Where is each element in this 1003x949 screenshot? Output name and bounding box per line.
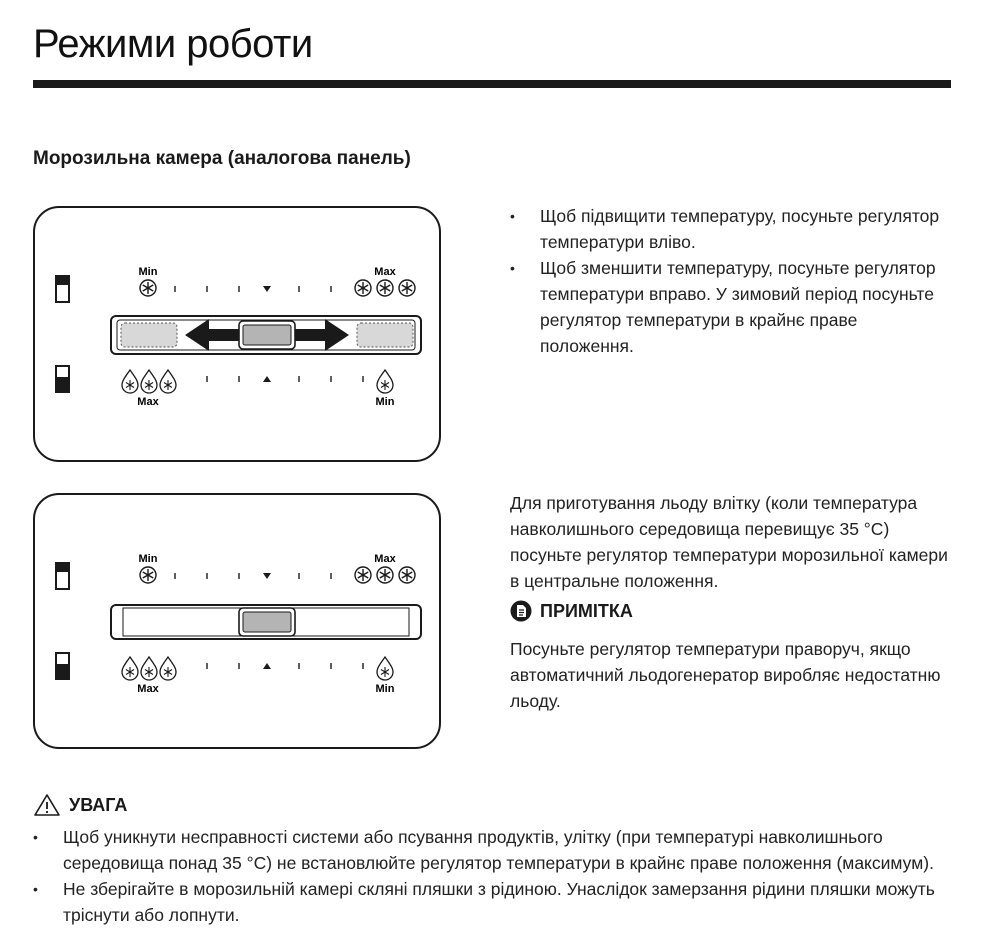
note-heading (510, 600, 633, 622)
bottom-center-marker (263, 663, 271, 669)
warning-heading (33, 793, 127, 817)
slider-ghost-left (121, 323, 177, 347)
list-item: • Не зберігайте в морозильній камері скляні пляшки з рідиною. Унаслідок замерзання рідини пляшки можуть тріснути або лопнути. (33, 876, 953, 928)
drop-icon (160, 370, 176, 393)
title-rule (33, 80, 951, 88)
bottom-min-label: Min (375, 396, 395, 408)
bottom-min-label: Min (375, 683, 395, 695)
section-heading: Морозильна камера (аналогова панель) (33, 148, 411, 169)
fridge-compartment-icon (56, 366, 69, 392)
note-heading-label: ПРИМІТКА (540, 600, 633, 621)
control-panel-center (33, 493, 441, 749)
snowflake-icon (355, 567, 371, 583)
snowflake-icon (399, 280, 415, 296)
top-scale-ticks (175, 286, 331, 292)
freezer-compartment-icon (56, 276, 69, 302)
bottom-scale-ticks (207, 376, 363, 382)
snowflake-icon (377, 567, 393, 583)
snowflake-icon (140, 567, 156, 583)
control-panel-diagram (35, 208, 443, 464)
top-scale-ticks (175, 573, 331, 579)
ice-instruction: Для приготування льоду влітку (коли температура навколишнього середовища перевищує 35 °C) посуньте регулятор температури морозильної камери в центральне положення. (510, 493, 948, 591)
slider-ghost-right (357, 323, 413, 347)
bottom-scale-ticks (207, 663, 363, 669)
top-center-marker (263, 573, 271, 579)
top-min-label: Min (138, 266, 158, 278)
temperature-slider-knob[interactable] (239, 608, 295, 636)
snowflake-icon (355, 280, 371, 296)
drop-icon (377, 370, 393, 393)
temperature-slider-knob[interactable] (239, 321, 295, 349)
list-item: • Щоб уникнути несправності системи або псування продуктів, улітку (при температурі навколишнього середовища понад 35 °C) не встановлюйте регулятор температури в крайнє праве положення (максимум). (33, 824, 953, 876)
bottom-max-label: Max (137, 396, 159, 408)
warning-heading-label: УВАГА (69, 794, 128, 815)
note-text: Посуньте регулятор температури праворуч, якщо автоматичний льодогенератор виробляє недостатню льоду. (510, 639, 941, 711)
top-center-marker (263, 286, 271, 292)
list-item: • Щоб зменшити температуру, посуньте регулятор температури вправо. У зимовий період посуньте регулятор температури в крайнє праве положення. (510, 255, 955, 359)
warning-list (33, 824, 953, 928)
drop-icon (122, 370, 138, 393)
drop-icon (377, 657, 393, 680)
fridge-compartment-icon (56, 653, 69, 679)
note-icon (510, 600, 532, 622)
bottom-max-label: Max (137, 683, 159, 695)
control-panel-range (33, 206, 441, 462)
top-max-label: Max (374, 266, 396, 278)
control-panel-diagram (35, 495, 443, 751)
snowflake-icon (140, 280, 156, 296)
freezer-instructions (510, 203, 955, 359)
drop-icon (141, 657, 157, 680)
top-min-label: Min (138, 553, 158, 565)
top-max-label: Max (374, 553, 396, 565)
drop-icon (160, 657, 176, 680)
warning-icon (33, 793, 61, 817)
drop-icon (122, 657, 138, 680)
drop-icon (141, 370, 157, 393)
page-title: Режими роботи (33, 22, 313, 66)
list-item: • Щоб підвищити температуру, посуньте регулятор температури вліво. (510, 203, 955, 255)
freezer-compartment-icon (56, 563, 69, 589)
snowflake-icon (399, 567, 415, 583)
bottom-center-marker (263, 376, 271, 382)
snowflake-icon (377, 280, 393, 296)
